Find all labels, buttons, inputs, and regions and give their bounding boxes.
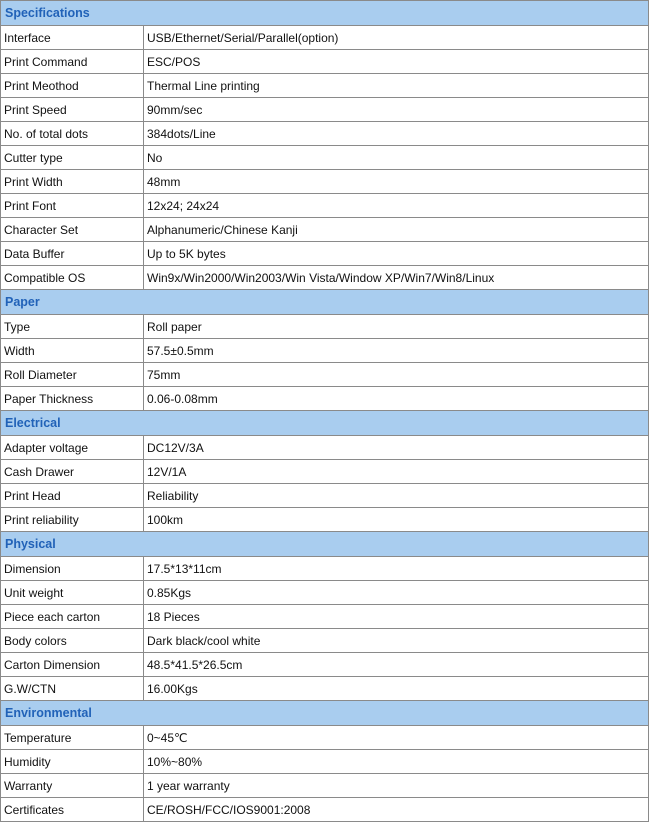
spec-row	[1, 798, 649, 822]
section-header-electrical	[1, 411, 649, 436]
spec-value: 18 Pieces	[144, 605, 649, 629]
spec-row	[1, 436, 649, 460]
spec-value: 48.5*41.5*26.5cm	[144, 653, 649, 677]
spec-row	[1, 363, 649, 387]
section-header-paper	[1, 290, 649, 315]
spec-label: Interface	[1, 26, 144, 50]
spec-row	[1, 605, 649, 629]
spec-label: Print Width	[1, 170, 144, 194]
spec-value: 48mm	[144, 170, 649, 194]
spec-row	[1, 266, 649, 290]
spec-label: Roll Diameter	[1, 363, 144, 387]
spec-value: 16.00Kgs	[144, 677, 649, 701]
spec-value: No	[144, 146, 649, 170]
spec-label: Paper Thickness	[1, 387, 144, 411]
spec-row	[1, 74, 649, 98]
spec-value: 10%~80%	[144, 750, 649, 774]
section-title: Physical	[1, 532, 649, 557]
spec-row	[1, 629, 649, 653]
spec-value: 0~45℃	[144, 726, 649, 750]
spec-value: Up to 5K bytes	[144, 242, 649, 266]
spec-value: 100km	[144, 508, 649, 532]
spec-label: Type	[1, 315, 144, 339]
section-header-specifications	[1, 1, 649, 26]
spec-label: Temperature	[1, 726, 144, 750]
spec-row	[1, 146, 649, 170]
spec-value: DC12V/3A	[144, 436, 649, 460]
spec-label: Print Font	[1, 194, 144, 218]
spec-value: 12x24; 24x24	[144, 194, 649, 218]
spec-value: Roll paper	[144, 315, 649, 339]
spec-row	[1, 194, 649, 218]
spec-row	[1, 484, 649, 508]
spec-label: Unit weight	[1, 581, 144, 605]
spec-value: CE/ROSH/FCC/IOS9001:2008	[144, 798, 649, 822]
spec-label: Print Command	[1, 50, 144, 74]
spec-value: 17.5*13*11cm	[144, 557, 649, 581]
spec-value: Reliability	[144, 484, 649, 508]
spec-value: Dark black/cool white	[144, 629, 649, 653]
spec-value: 57.5±0.5mm	[144, 339, 649, 363]
section-title: Paper	[1, 290, 649, 315]
spec-row	[1, 122, 649, 146]
spec-row	[1, 460, 649, 484]
spec-row	[1, 726, 649, 750]
spec-label: Carton Dimension	[1, 653, 144, 677]
spec-label: Print Head	[1, 484, 144, 508]
spec-label: Character Set	[1, 218, 144, 242]
spec-row	[1, 677, 649, 701]
spec-row	[1, 508, 649, 532]
spec-value: 12V/1A	[144, 460, 649, 484]
spec-label: Body colors	[1, 629, 144, 653]
spec-value: 75mm	[144, 363, 649, 387]
spec-row	[1, 26, 649, 50]
spec-row	[1, 170, 649, 194]
spec-row	[1, 750, 649, 774]
spec-label: Cash Drawer	[1, 460, 144, 484]
spec-value: Thermal Line printing	[144, 74, 649, 98]
spec-label: G.W/CTN	[1, 677, 144, 701]
spec-value: USB/Ethernet/Serial/Parallel(option)	[144, 26, 649, 50]
spec-label: Compatible OS	[1, 266, 144, 290]
section-title: Environmental	[1, 701, 649, 726]
spec-value: 0.06-0.08mm	[144, 387, 649, 411]
spec-row	[1, 242, 649, 266]
section-header-environmental	[1, 701, 649, 726]
spec-label: Dimension	[1, 557, 144, 581]
spec-value: 0.85Kgs	[144, 581, 649, 605]
spec-label: Print Meothod	[1, 74, 144, 98]
spec-row	[1, 653, 649, 677]
spec-label: Adapter voltage	[1, 436, 144, 460]
spec-table-body	[1, 1, 649, 822]
spec-label: Cutter type	[1, 146, 144, 170]
spec-value: 384dots/Line	[144, 122, 649, 146]
spec-row	[1, 315, 649, 339]
spec-value: ESC/POS	[144, 50, 649, 74]
spec-value: Win9x/Win2000/Win2003/Win Vista/Window XP/Win7/Win8/Linux	[144, 266, 649, 290]
section-title: Specifications	[1, 1, 649, 26]
spec-label: Width	[1, 339, 144, 363]
spec-value: 90mm/sec	[144, 98, 649, 122]
spec-row	[1, 98, 649, 122]
spec-value: 1 year warranty	[144, 774, 649, 798]
spec-label: Data Buffer	[1, 242, 144, 266]
section-header-physical	[1, 532, 649, 557]
section-title: Electrical	[1, 411, 649, 436]
spec-label: Warranty	[1, 774, 144, 798]
spec-row	[1, 218, 649, 242]
spec-label: Certificates	[1, 798, 144, 822]
spec-label: Piece each carton	[1, 605, 144, 629]
spec-row	[1, 581, 649, 605]
spec-value: Alphanumeric/Chinese Kanji	[144, 218, 649, 242]
spec-row	[1, 774, 649, 798]
spec-row	[1, 50, 649, 74]
spec-label: Humidity	[1, 750, 144, 774]
spec-label: No. of total dots	[1, 122, 144, 146]
spec-row	[1, 387, 649, 411]
spec-row	[1, 557, 649, 581]
spec-label: Print Speed	[1, 98, 144, 122]
spec-label: Print reliability	[1, 508, 144, 532]
spec-row	[1, 339, 649, 363]
